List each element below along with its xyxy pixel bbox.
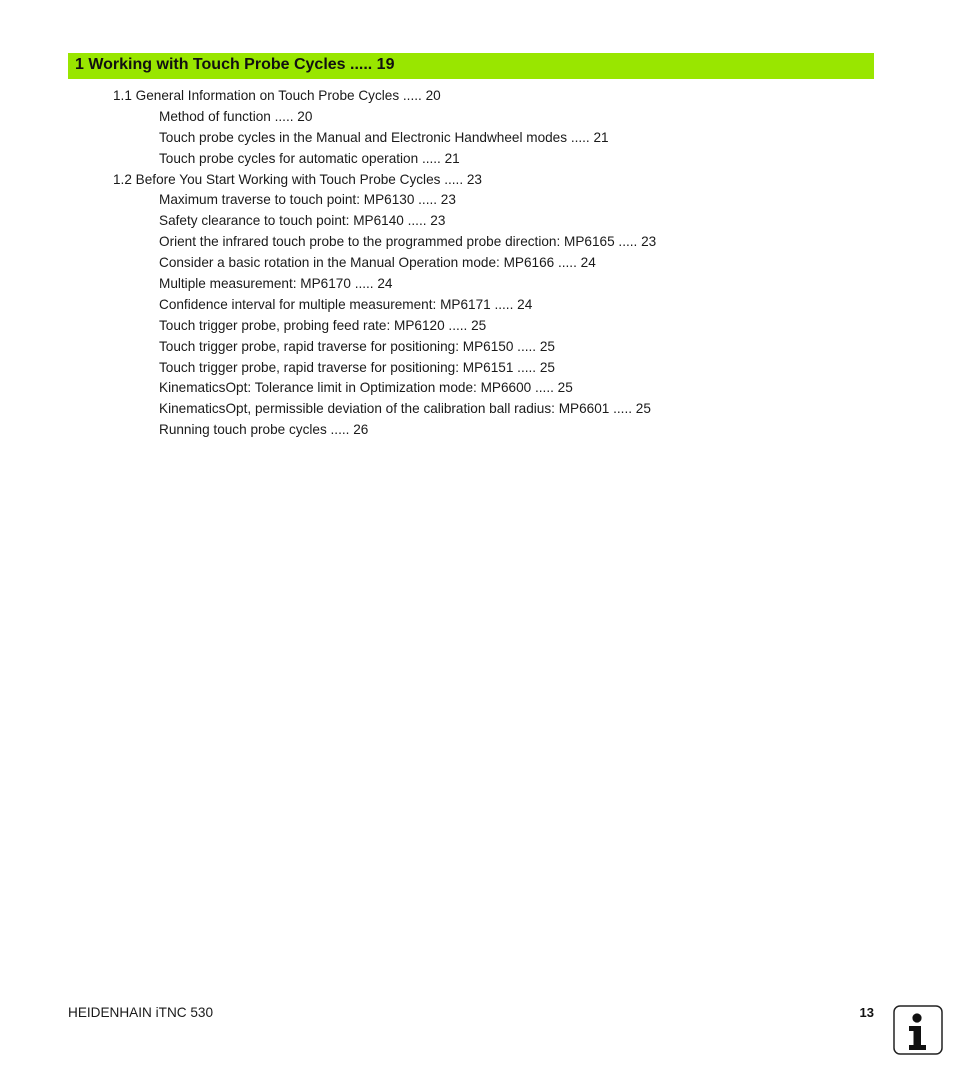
info-icon (893, 1005, 943, 1055)
chapter-title: 1 Working with Touch Probe Cycles ..... 19 (75, 56, 395, 73)
toc-subsection-entry: Touch trigger probe, rapid traverse for positioning: MP6150 ..... 25 (159, 338, 555, 354)
chapter-heading-bar (68, 53, 874, 79)
toc-subsection-entry: Touch trigger probe, probing feed rate: MP6120 ..... 25 (159, 317, 487, 333)
toc-subsection-entry: Maximum traverse to touch point: MP6130 ..... 23 (159, 192, 456, 208)
toc-subsection-entry: Touch trigger probe, rapid traverse for positioning: MP6151 ..... 25 (159, 359, 555, 375)
toc-subsection-entry: Safety clearance to touch point: MP6140 ..... 23 (159, 213, 446, 229)
page-number: 13 (859, 1005, 874, 1020)
footer-product-name: HEIDENHAIN iTNC 530 (68, 1005, 214, 1020)
toc-section-entry: 1.2 Before You Start Working with Touch Probe Cycles ..... 23 (113, 171, 482, 187)
table-of-contents (0, 86, 954, 441)
toc-subsection-entry: Multiple measurement: MP6170 ..... 24 (159, 276, 393, 292)
toc-subsection-entry: Consider a basic rotation in the Manual Operation mode: MP6166 ..... 24 (159, 255, 596, 271)
toc-subsection-entry: KinematicsOpt: Tolerance limit in Optimization mode: MP6600 ..... 25 (159, 380, 573, 396)
toc-subsection-entry: Touch probe cycles in the Manual and Electronic Handwheel modes ..... 21 (159, 129, 609, 145)
toc-subsection-entry: Orient the infrared touch probe to the programmed probe direction: MP6165 ..... 23 (159, 234, 657, 250)
toc-subsection-entry: Touch probe cycles for automatic operation ..... 21 (159, 150, 460, 166)
toc-subsection-entry: Running touch probe cycles ..... 26 (159, 422, 369, 438)
toc-subsection-entry: Method of function ..... 20 (159, 108, 313, 124)
toc-section-entry: 1.1 General Information on Touch Probe Cycles ..... 20 (113, 88, 441, 103)
toc-subsection-entry: Confidence interval for multiple measurement: MP6171 ..... 24 (159, 296, 533, 312)
toc-subsection-entry: KinematicsOpt, permissible deviation of the calibration ball radius: MP6601 ..... 25 (159, 401, 651, 417)
